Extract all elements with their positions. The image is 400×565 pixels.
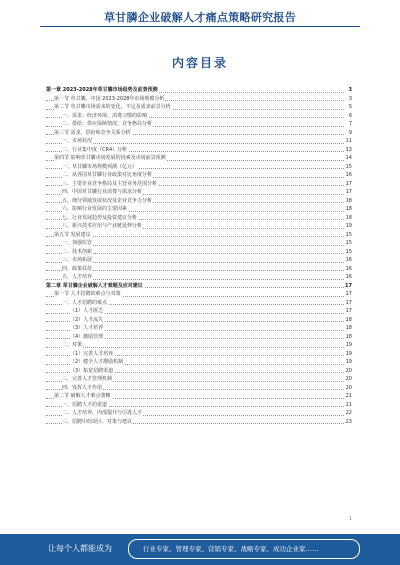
toc-entry-page: 17: [345, 180, 352, 187]
toc-entry[interactable]: [46, 384, 352, 393]
toc-entry-text: 二、技术创新: [62, 248, 93, 255]
toc-entry[interactable]: [46, 95, 352, 104]
toc-entry-page: 18: [345, 333, 352, 340]
toc-entry-page: 13: [345, 146, 352, 153]
toc-leader-dots: [46, 347, 344, 348]
page-number: 1: [348, 516, 352, 522]
toc-entry-text: 五、人才培养: [62, 274, 93, 280]
toc-entry-text: 二、供给：供应保障情况、竞争格局分析: [62, 121, 153, 127]
toc-chapter-entry[interactable]: [46, 282, 352, 291]
toc-entry-page: 15: [345, 248, 352, 255]
toc-entry-text: 一、招聘人才的渠道: [62, 401, 108, 408]
toc-entry-text: 二、人才培养、内部提升与引进人才: [62, 410, 143, 416]
toc-entry[interactable]: [46, 137, 352, 146]
toc-entry[interactable]: [46, 103, 352, 112]
toc-entry-text: 三、主要企业竞争格局及主营业务范围分析: [62, 180, 158, 187]
toc-entry-text: 一、草甘膦市场规模预测（亿元）: [62, 163, 138, 170]
toc-entry-page: 3: [348, 87, 352, 93]
toc-entry[interactable]: [46, 163, 352, 172]
toc-entry-page: 18: [345, 197, 352, 204]
toc-entry-page: 22: [345, 410, 352, 416]
toc-entry[interactable]: [46, 316, 352, 325]
toc-entry[interactable]: [46, 231, 352, 240]
toc-entry-text: （1）完善人才培养: [70, 350, 114, 357]
toc-entry[interactable]: [46, 409, 352, 418]
toc-entry[interactable]: [46, 197, 352, 206]
toc-entry-text: 第一章 2023-2028年草甘膦市场趋势及前景预测: [46, 87, 158, 93]
toc-entry-text: （3）拓宽招聘渠道: [70, 367, 114, 374]
footer-slogan-right: 行业专家、管理专家、营销专家、战略专家、成功企业家……: [143, 545, 319, 553]
toc-entry-text: 二、行业集中度（CR4）分析: [62, 146, 128, 153]
toc-entry-text: 七、行业发展趋势及投资建议分析: [62, 214, 138, 221]
toc-entry[interactable]: [46, 273, 352, 282]
toc-entry-text: 五、细分领域发展状况及企业竞争力分析: [62, 197, 153, 204]
toc-entry[interactable]: [46, 265, 352, 274]
toc-entry[interactable]: [46, 350, 352, 359]
toc-entry-page: 17: [345, 291, 352, 297]
toc-entry-page: 6: [348, 112, 352, 119]
toc-entry-text: （1）人才匮乏: [70, 308, 104, 314]
toc-entry-page: 17: [345, 189, 352, 195]
toc-entry-page: 19: [345, 359, 352, 365]
toc-entry-text: 四、政策扶持: [62, 265, 93, 272]
report-title: 草甘膦企业破解人才痛点策略研究报告: [103, 11, 297, 24]
toc-entry-text: 一、需求：经济环境、消费习惯的影响: [62, 112, 148, 119]
toc-entry-text: 一、加强监管: [62, 240, 93, 246]
toc-entry-page: 19: [345, 350, 352, 357]
toc-entry-text: 二、对策: [62, 342, 83, 348]
toc-entry-page: 19: [345, 342, 352, 348]
toc-entry-page: 23: [345, 418, 352, 425]
toc-chapter-entry[interactable]: [46, 86, 352, 95]
toc-entry-page: 20: [345, 376, 352, 382]
toc-heading: 内容目录: [171, 56, 228, 70]
toc-entry[interactable]: [46, 333, 352, 342]
toc-entry-text: 第一节 草甘膦、中国 2023-2028年市场规模分析: [54, 95, 165, 102]
footer-slogan-left: 让每个人都能成为: [48, 544, 112, 553]
toc-entry-page: 21: [345, 401, 352, 408]
toc-entry[interactable]: [46, 239, 352, 248]
toc-entry[interactable]: [46, 205, 352, 214]
toc-entry-page: 19: [345, 223, 352, 229]
toc-entry-page: 18: [345, 316, 352, 323]
toc-entry-text: （3）人才培养: [70, 325, 104, 331]
toc-entry-text: 第三节 需求、供给和竞争关系分析: [54, 129, 131, 136]
toc-entry-page: 16: [345, 265, 352, 272]
toc-entry-text: 二、从各国草甘膦行业政策对比角度分析: [62, 172, 153, 178]
toc-entry[interactable]: [46, 171, 352, 180]
toc-entry[interactable]: [46, 248, 352, 257]
toc-entry-text: 三、市场拓展: [62, 257, 93, 263]
toc-entry-page: 18: [345, 325, 352, 331]
toc-entry[interactable]: [46, 392, 352, 401]
toc-entry[interactable]: [46, 358, 352, 367]
toc-entry-text: （2）健全人才激励机制: [70, 359, 124, 365]
toc-entry[interactable]: [46, 418, 352, 427]
toc-entry-text: 六、影响行业发展的主要因素: [62, 206, 128, 212]
toc-entry[interactable]: [46, 324, 352, 333]
toc-entry-page: 20: [345, 367, 352, 374]
toc-entry[interactable]: [46, 214, 352, 223]
toc-entry-page: 18: [345, 206, 352, 212]
toc-entry[interactable]: [46, 290, 352, 299]
toc-entry-text: 第一节 人才招聘的难点与对策: [54, 291, 121, 297]
toc-entry-text: （2）人才流失: [70, 316, 104, 323]
toc-entry[interactable]: [46, 146, 352, 155]
toc-entry-text: 八、新兴技术应用与产业链延伸分析: [62, 223, 143, 229]
toc-entry[interactable]: [46, 341, 352, 350]
toc-entry[interactable]: [46, 299, 352, 308]
toc-entry[interactable]: [46, 256, 352, 265]
toc-entry[interactable]: [46, 307, 352, 316]
toc-entry-page: 7: [348, 121, 352, 127]
toc-entry-page: 20: [345, 384, 352, 391]
toc-entry[interactable]: [46, 112, 352, 121]
toc-entry-page: 9: [348, 129, 352, 136]
toc-entry-page: 3: [348, 95, 352, 102]
footer-slogan-box: [128, 539, 360, 559]
toc-entry-page: 5: [348, 104, 352, 110]
toc-entry-text: （4）激励管理: [70, 333, 104, 340]
toc-entry[interactable]: [46, 375, 352, 384]
toc-entry-text: 三、完善人才管理机制: [62, 376, 113, 382]
toc-entry-page: 16: [345, 172, 352, 178]
toc-entry[interactable]: [46, 180, 352, 189]
toc-entry-page: 21: [345, 393, 352, 399]
toc-entry-text: 一、人才招聘的难点: [62, 299, 108, 306]
toc-entry-page: 11: [345, 138, 352, 144]
toc-entry-page: 17: [345, 308, 352, 314]
toc-entry[interactable]: [46, 222, 352, 231]
toc-entry-page: 16: [345, 274, 352, 280]
toc-entry-text: 四、发挥人才作用: [62, 384, 103, 391]
toc-entry[interactable]: [46, 367, 352, 376]
toc-entry-page: 17: [345, 299, 352, 306]
page-header: [0, 0, 400, 30]
toc-entry-text: 四、中国草甘膦行业消费与需求分析: [62, 189, 143, 195]
toc-entry-page: 15: [345, 231, 352, 238]
toc-entry-page: 17: [345, 282, 352, 289]
toc-entry-page: 14: [345, 155, 352, 161]
header-divider: [40, 26, 360, 27]
toc-entry-page: 15: [345, 163, 352, 170]
toc-entry-text: 第二章 草甘膦企业破解人才难题及应对建议: [46, 282, 143, 289]
toc-entry-page: 18: [345, 214, 352, 221]
toc-entry[interactable]: [46, 154, 352, 163]
toc-entry-text: 三、招聘中的误区、对策与建议: [62, 418, 133, 425]
footer-banner: [0, 534, 400, 565]
toc-entry[interactable]: [46, 129, 352, 138]
toc-entry-page: 15: [345, 240, 352, 246]
toc-entry-text: 第五节 发展建议: [54, 231, 91, 238]
toc-entry[interactable]: [46, 120, 352, 129]
toc-entry-text: 第四节 影响草甘膦市场发展的因素及市场前景预测: [54, 155, 166, 161]
toc-entry-text: 第二节 草甘膦市场需求的变化、不足及需求前景分析: [54, 104, 171, 110]
table-of-contents: [46, 86, 352, 426]
toc-entry-text: 第二节 破解人才难点策略: [54, 393, 111, 399]
toc-entry[interactable]: [46, 188, 352, 197]
toc-entry[interactable]: [46, 401, 352, 410]
toc-entry-page: 16: [345, 257, 352, 263]
toc-entry-text: 一、市场状况: [62, 138, 93, 144]
